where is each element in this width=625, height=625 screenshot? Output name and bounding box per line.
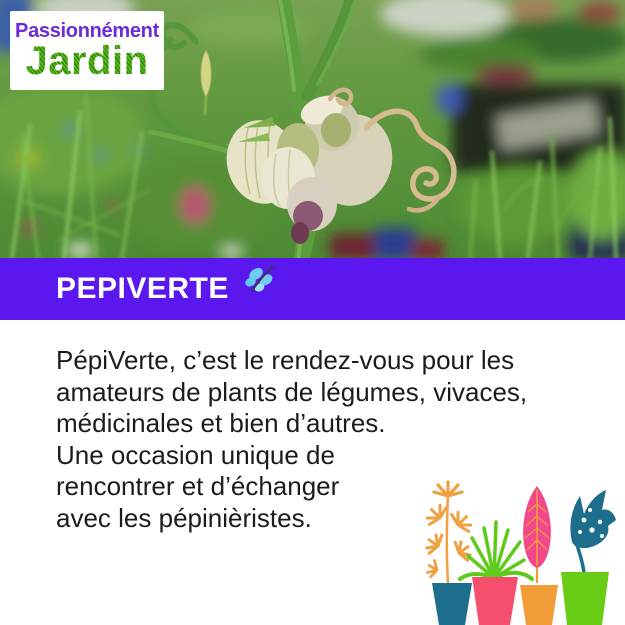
orange-pot: [520, 585, 558, 625]
passionnement-jardin-logo: [10, 11, 164, 90]
description-line: médicinales et bien d’autres.: [56, 408, 386, 438]
page-title: PEPIVERTE: [56, 272, 229, 305]
description-line: avec les pépinièristes.: [56, 502, 312, 533]
description-line: rencontrer et d’échanger: [56, 471, 340, 501]
pink-pot: [472, 577, 518, 625]
teal-plant: [570, 490, 616, 572]
potted-plants-illustration: [412, 480, 617, 625]
description-line: Une occasion unique de: [56, 439, 335, 470]
description-line: PépiVerte, c’est le rendez-vous pour les: [56, 345, 515, 375]
logo-text-passionnement: Passionnément: [15, 20, 159, 42]
title-banner: [0, 258, 625, 320]
butterfly-icon: [245, 265, 277, 300]
teal-pot: [432, 583, 472, 625]
green-pot: [561, 572, 609, 625]
pink-plant: [523, 486, 551, 583]
description-line: amateurs de plants de légumes, vivaces,: [56, 376, 528, 407]
logo-text-jardin: Jardin: [25, 39, 149, 83]
orange-plant: [423, 482, 475, 583]
green-plant: [460, 522, 532, 579]
